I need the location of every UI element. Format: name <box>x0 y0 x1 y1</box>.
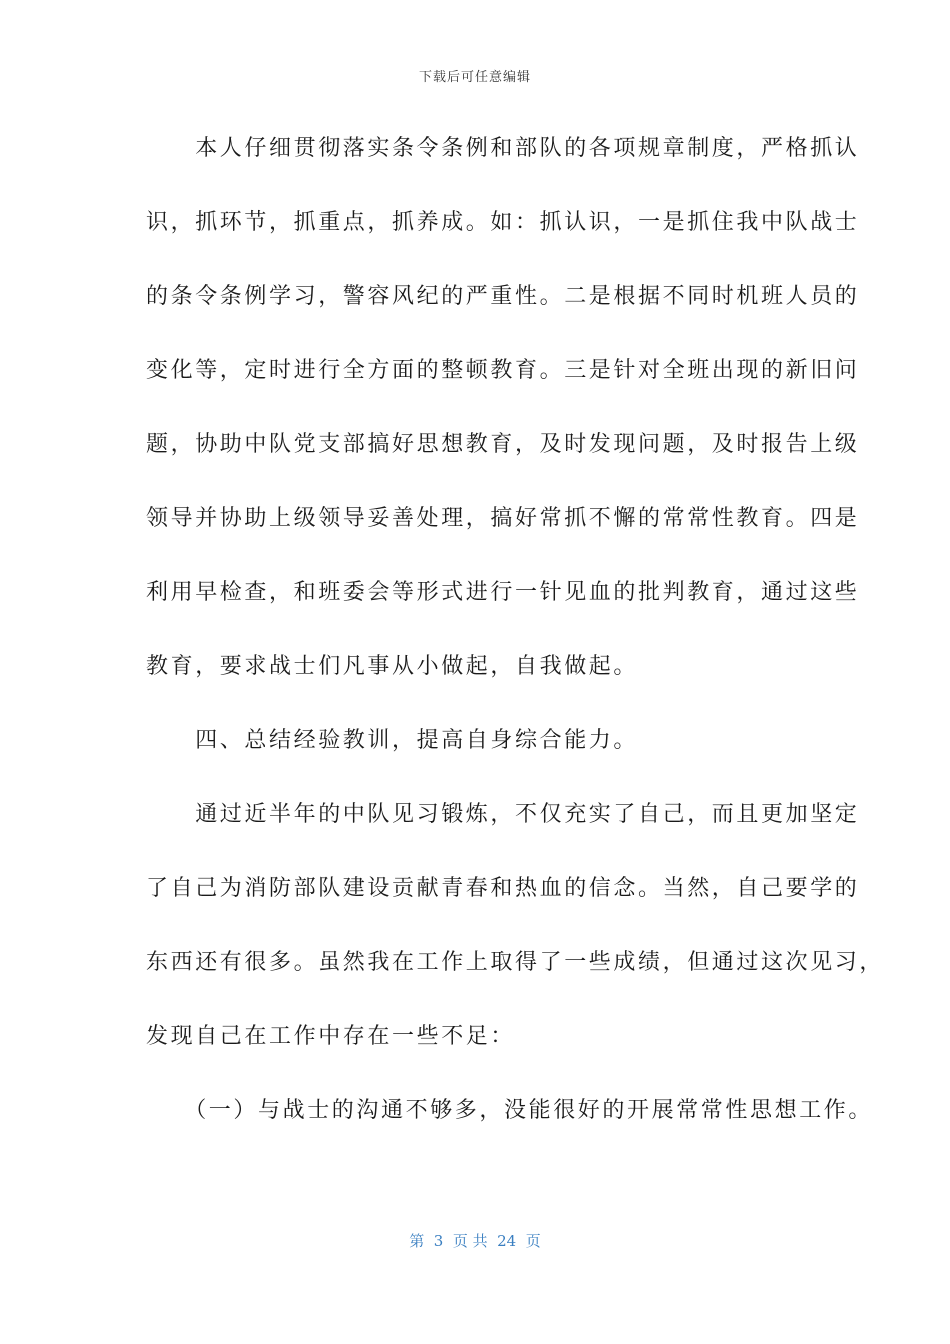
body-line-5: 题，协助中队党支部搞好思想教育，及时发现问题，及时报告上级 <box>146 432 860 457</box>
body-line-4: 变化等，定时进行全方面的整顿教育。三是针对全班出现的新旧问 <box>146 358 860 383</box>
body-line-10: 通过近半年的中队见习锻炼，不仅充实了自己，而且更加坚定 <box>146 802 860 827</box>
section-heading: 四、总结经验教训，提高自身综合能力。 <box>146 728 639 753</box>
body-line-8: 教育，要求战士们凡事从小做起，自我做起。 <box>146 654 639 679</box>
body-line-1: 本人仔细贯彻落实条令条例和部队的各项规章制度，严格抓认 <box>146 136 860 161</box>
body-line-12: 东西还有很多。虽然我在工作上取得了一些成绩，但通过这次见习， <box>146 950 885 975</box>
page-header: 下载后可任意编辑 <box>418 70 531 85</box>
page-number-footer: 第 3 页 共 24 页 <box>409 1232 541 1250</box>
body-line-7: 利用早检查，和班委会等形式进行一针见血的批判教育，通过这些 <box>146 580 860 605</box>
body-line-11: 了自己为消防部队建设贡献青春和热血的信念。当然，自己要学的 <box>146 876 860 901</box>
body-line-13: 发现自己在工作中存在一些不足： <box>146 1024 516 1049</box>
list-item-1: （一）与战士的沟通不够多，没能很好的开展常常性思想工作。 <box>146 1098 874 1123</box>
body-line-3: 的条令条例学习，警容风纪的严重性。二是根据不同时机班人员的 <box>146 284 860 309</box>
body-line-6: 领导并协助上级领导妥善处理，搞好常抓不懈的常常性教育。四是 <box>146 506 860 531</box>
body-line-2: 识，抓环节，抓重点，抓养成。如：抓认识，一是抓住我中队战士 <box>146 210 860 235</box>
